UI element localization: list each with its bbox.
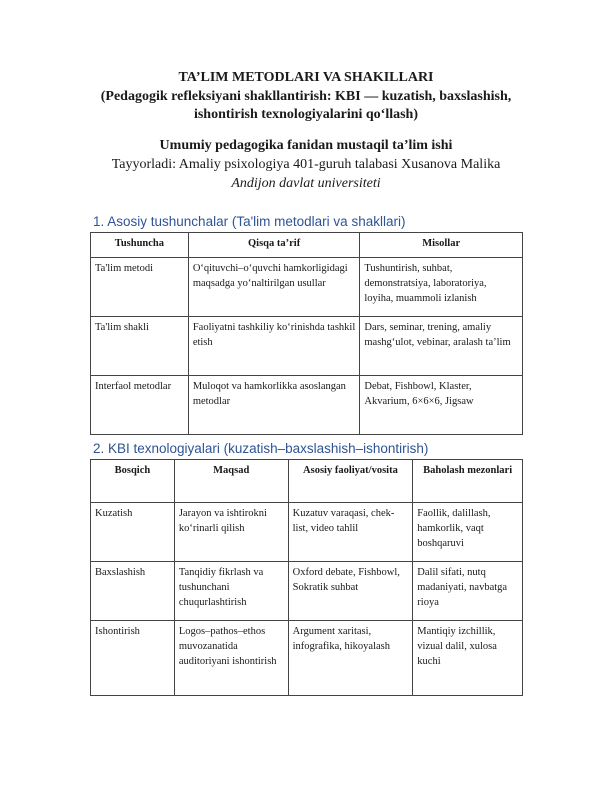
author-line: Tayyorladi: Amaliy psixologiya 401-guruh talabasi Xusanova Malika <box>111 157 501 172</box>
concepts-table <box>90 232 523 435</box>
table-cell: Logos–pathos–ethos muvozanatida auditoriyani ishontirish <box>174 621 288 696</box>
table-header-row <box>91 460 523 503</box>
table-cell: Tushuntirish, suhbat, demonstratsiya, laboratoriya, loyiha, muammoli izlanish <box>360 258 523 317</box>
column-header: Asosiy faoliyat/vosita <box>288 460 413 503</box>
table-cell: Dalil sifati, nutq madaniyati, navbatga rioya <box>413 562 523 621</box>
university-name: Andijon davlat universiteti <box>231 176 381 191</box>
table-row <box>91 503 523 562</box>
table-row <box>91 562 523 621</box>
section2-heading: 2. KBI texnologiyalari (kuzatish–baxslashish–ishontirish) <box>93 441 429 456</box>
table-cell: Jarayon va ishtirokni ko‘rinarli qilish <box>174 503 288 562</box>
table-cell: Ta'lim shakli <box>91 317 189 376</box>
column-header: Qisqa ta’rif <box>188 233 360 258</box>
table-row <box>91 258 523 317</box>
kbi-table <box>90 459 523 696</box>
table-row <box>91 621 523 696</box>
table-cell: Debat, Fishbowl, Klaster, Akvarium, 6×6×6, Jigsaw <box>360 376 523 435</box>
column-header: Misollar <box>360 233 523 258</box>
table-cell: Faoliyatni tashkiliy ko‘rinishda tashkil etish <box>188 317 360 376</box>
table-cell: Ishontirish <box>91 621 175 696</box>
column-header: Baholash mezonlari <box>413 460 523 503</box>
table-cell: Dars, seminar, trening, amaliy mashg‘ulot, vebinar, aralash ta’lim <box>360 317 523 376</box>
table-row <box>91 317 523 376</box>
table-cell: Muloqot va hamkorlikka asoslangan metodlar <box>188 376 360 435</box>
table-cell: Baxslashish <box>91 562 175 621</box>
column-header: Bosqich <box>91 460 175 503</box>
column-header: Tushuncha <box>91 233 189 258</box>
table-row <box>91 376 523 435</box>
table-cell: Oxford debate, Fishbowl, Sokratik suhbat <box>288 562 413 621</box>
table-cell: Kuzatuv varaqasi, chek-list, video tahlil <box>288 503 413 562</box>
document-title: TA’LIM METODLARI VA SHAKILLARI <box>178 70 434 85</box>
table-cell: Interfaol metodlar <box>91 376 189 435</box>
table-cell: Mantiqiy izchillik, vizual dalil, xulosa kuchi <box>413 621 523 696</box>
table-cell: O‘qituvchi–o‘quvchi hamkorligidagi maqsadga yo‘naltirilgan usullar <box>188 258 360 317</box>
table-cell: Faollik, dalillash, hamkorlik, vaqt boshqaruvi <box>413 503 523 562</box>
table-cell: Ta'lim metodi <box>91 258 189 317</box>
document-subtitle-line2: ishontirish texnologiyalarini qo‘llash) <box>193 107 419 122</box>
table-cell: Argument xaritasi, infografika, hikoyalash <box>288 621 413 696</box>
course-name: Umumiy pedagogika fanidan mustaqil ta’lim ishi <box>159 138 453 153</box>
document-subtitle-line1: (Pedagogik refleksiyani shakllantirish: KBI — kuzatish, baxslashish, <box>100 89 512 104</box>
table-header-row <box>91 233 523 258</box>
table-cell: Kuzatish <box>91 503 175 562</box>
section1-heading: 1. Asosiy tushunchalar (Ta'lim metodlari va shakllari) <box>93 214 406 229</box>
column-header: Maqsad <box>174 460 288 503</box>
table-cell: Tanqidiy fikrlash va tushunchani chuqurlashtirish <box>174 562 288 621</box>
